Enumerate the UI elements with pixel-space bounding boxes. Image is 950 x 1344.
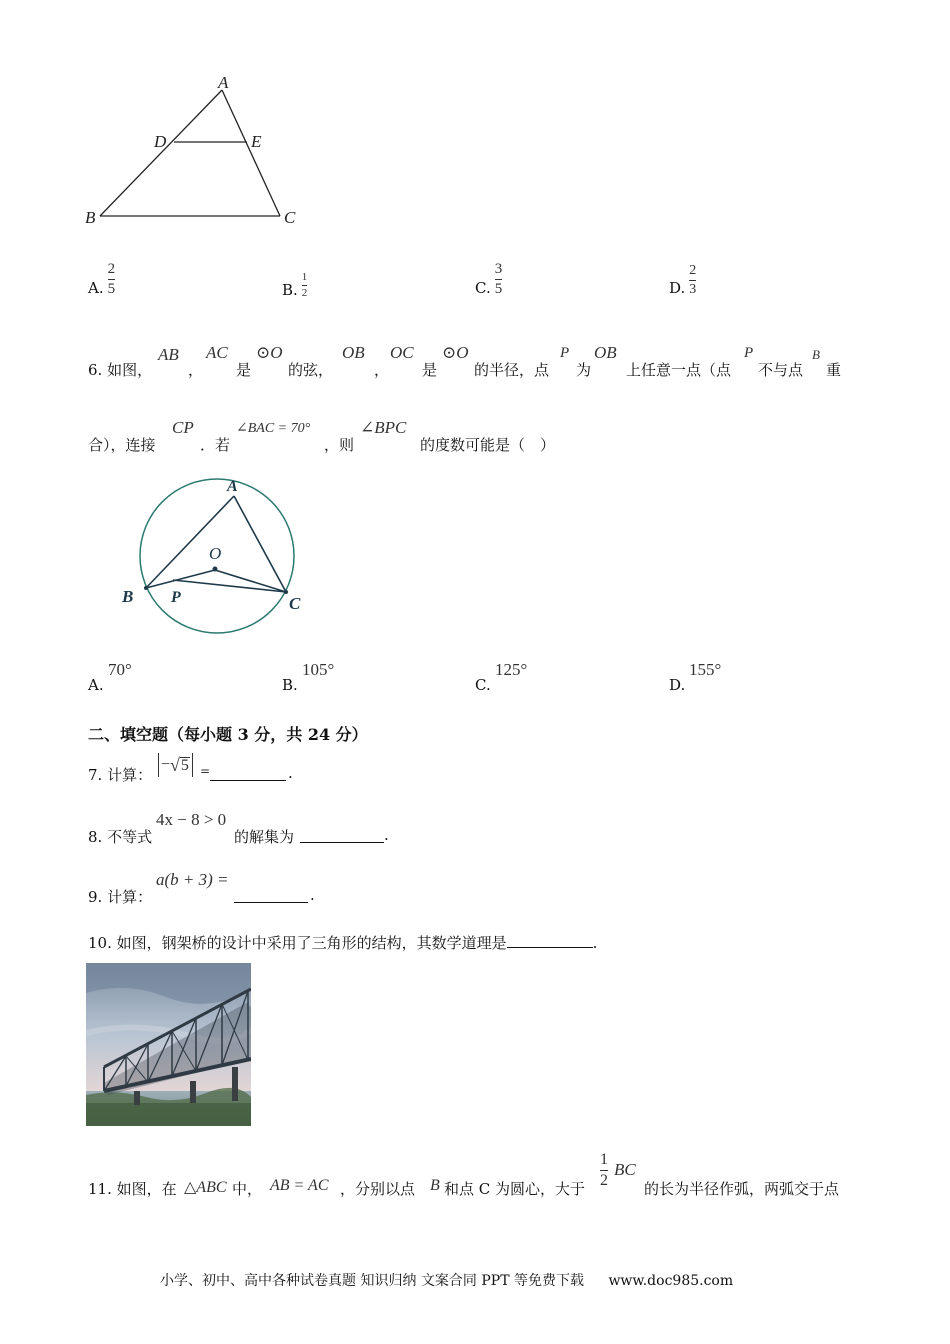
q9-answer-blank[interactable] xyxy=(234,902,308,903)
q8-answer-blank[interactable] xyxy=(300,842,384,843)
q9-prefix: 9. 计算： xyxy=(88,888,153,906)
math-ac: AC xyxy=(206,343,228,362)
math-oc: OC xyxy=(390,343,414,362)
math-inequality: 4x − 8 > 0 xyxy=(156,810,227,829)
q6-line-1 xyxy=(88,343,868,377)
q10 xyxy=(88,932,597,956)
q6-option-c[interactable] xyxy=(475,660,595,694)
equals-sign: = xyxy=(200,764,211,778)
option-letter: A. xyxy=(88,279,104,297)
q5-option-b[interactable] xyxy=(282,272,307,299)
option-value: 70° xyxy=(108,660,132,679)
label-c: C xyxy=(284,208,296,227)
label-o: O xyxy=(209,544,222,563)
text-radius: 的半径，点 xyxy=(474,361,550,379)
q6-line-2 xyxy=(88,418,868,452)
option-letter: C. xyxy=(475,676,491,694)
q7-prefix: 7. 计算： xyxy=(88,766,153,784)
q7-answer-blank[interactable] xyxy=(210,780,286,781)
q6-option-a[interactable] xyxy=(88,660,208,694)
math-angle-bpc: ∠BPC xyxy=(360,418,407,437)
text-question-end: 的度数可能是（ ） xyxy=(420,436,556,454)
abs-sqrt-expression: − √ 5 xyxy=(158,752,193,778)
text-chord: 的弦， xyxy=(288,361,334,379)
q10-text: 10. 如图，钢架桥的设计中采用了三角形的结构，其数学道理是 xyxy=(88,934,507,952)
period: . xyxy=(592,934,598,952)
label-b: B xyxy=(85,208,96,227)
q11 xyxy=(88,1150,878,1200)
q8-suffix: 的解集为 xyxy=(234,828,295,846)
option-letter: D. xyxy=(669,279,686,297)
math-bc: BC xyxy=(614,1160,636,1179)
period: . xyxy=(288,764,293,782)
option-fraction: $\frac{3}{5}$ xyxy=(494,261,503,297)
math-b: B xyxy=(430,1177,440,1194)
text-ze: ，则 xyxy=(324,436,355,454)
text-and-c: 和点 C 为圆心，大于 xyxy=(444,1180,586,1198)
circle-figure xyxy=(118,472,318,642)
q10-answer-blank[interactable] xyxy=(507,933,593,948)
text-zhong: 重 xyxy=(826,361,842,379)
math-ob: OB xyxy=(594,343,617,362)
math-ab-eq-ac: AB = AC xyxy=(270,1177,329,1194)
text-middle: ，分别以点 xyxy=(340,1180,416,1198)
q5-option-a[interactable] xyxy=(88,262,115,297)
label-p: P xyxy=(171,589,181,606)
q5-option-d[interactable] xyxy=(669,264,696,297)
comma: ， xyxy=(188,361,204,379)
math-p: P xyxy=(560,345,570,361)
footer-text: 小学、初中、高中各种试卷真题 知识归纳 文案合同 PPT 等免费下载 xyxy=(160,1273,584,1289)
math-b: B xyxy=(812,347,820,362)
label-a: A xyxy=(227,478,238,495)
fraction-one-half: 1 2 xyxy=(600,1151,608,1189)
q6-number: 6. 如图， xyxy=(88,361,153,379)
q11-suffix: 的长为半径作弧，两弧交于点 xyxy=(644,1180,840,1198)
text-shi: 是 xyxy=(422,361,438,379)
math-ab: AB xyxy=(158,345,179,364)
option-letter: B. xyxy=(282,676,298,694)
option-letter: D. xyxy=(669,676,686,694)
math-circle-o: ⊙O xyxy=(256,343,283,362)
label-a: A xyxy=(218,73,229,92)
footer xyxy=(160,1270,733,1290)
q8 xyxy=(88,808,448,848)
q11-prefix: 11. 如图，在 xyxy=(88,1180,177,1198)
text-zhong: 中， xyxy=(232,1180,263,1198)
text-wei: 为 xyxy=(576,361,592,379)
text-not-coincide: 不与点 xyxy=(758,361,804,379)
q7 xyxy=(88,752,388,786)
period: . xyxy=(384,826,389,844)
math-ob: OB xyxy=(342,343,365,362)
option-value: 125° xyxy=(495,660,528,679)
option-letter: B. xyxy=(282,281,298,299)
text-line2-start: 合），连接 xyxy=(88,436,156,454)
math-angle-bac: ∠BAC = 70° xyxy=(236,421,311,436)
math-expression: a(b + 3) = xyxy=(156,870,229,889)
option-fraction: $\frac{2}{3}$ xyxy=(689,263,697,297)
q6-option-b[interactable] xyxy=(282,660,402,694)
label-b: B xyxy=(122,587,134,606)
period: . xyxy=(310,886,315,904)
option-value: 155° xyxy=(689,660,722,679)
q6-option-d[interactable] xyxy=(669,660,789,694)
triangle-abc-figure xyxy=(82,70,312,230)
label-c: C xyxy=(289,594,301,613)
q9 xyxy=(88,868,388,908)
option-fraction: $\frac{2}{5}$ xyxy=(107,261,116,297)
text-any-point: 上任意一点（点 xyxy=(626,361,732,379)
text-shi: 是 xyxy=(236,361,252,379)
option-letter: C. xyxy=(475,279,491,297)
math-p: P xyxy=(744,345,754,361)
math-triangle: △ABC xyxy=(184,1179,227,1196)
q8-prefix: 8. 不等式 xyxy=(88,828,153,846)
text-ruo: ．若 xyxy=(200,436,231,454)
option-value: 105° xyxy=(302,660,335,679)
label-d: D xyxy=(154,132,167,151)
option-letter: A. xyxy=(88,676,104,694)
math-cp: CP xyxy=(172,418,194,437)
comma: ， xyxy=(374,361,390,379)
q5-option-c[interactable] xyxy=(475,262,502,297)
steel-bridge-photo xyxy=(86,963,251,1126)
section-heading: 二、填空题（每小题 3 分，共 24 分） xyxy=(88,725,368,744)
option-fraction: $\frac{1}{2}$ xyxy=(301,271,308,299)
label-e: E xyxy=(251,132,262,151)
math-circle-o: ⊙O xyxy=(442,343,469,362)
footer-url[interactable]: www.doc985.com xyxy=(608,1273,734,1289)
